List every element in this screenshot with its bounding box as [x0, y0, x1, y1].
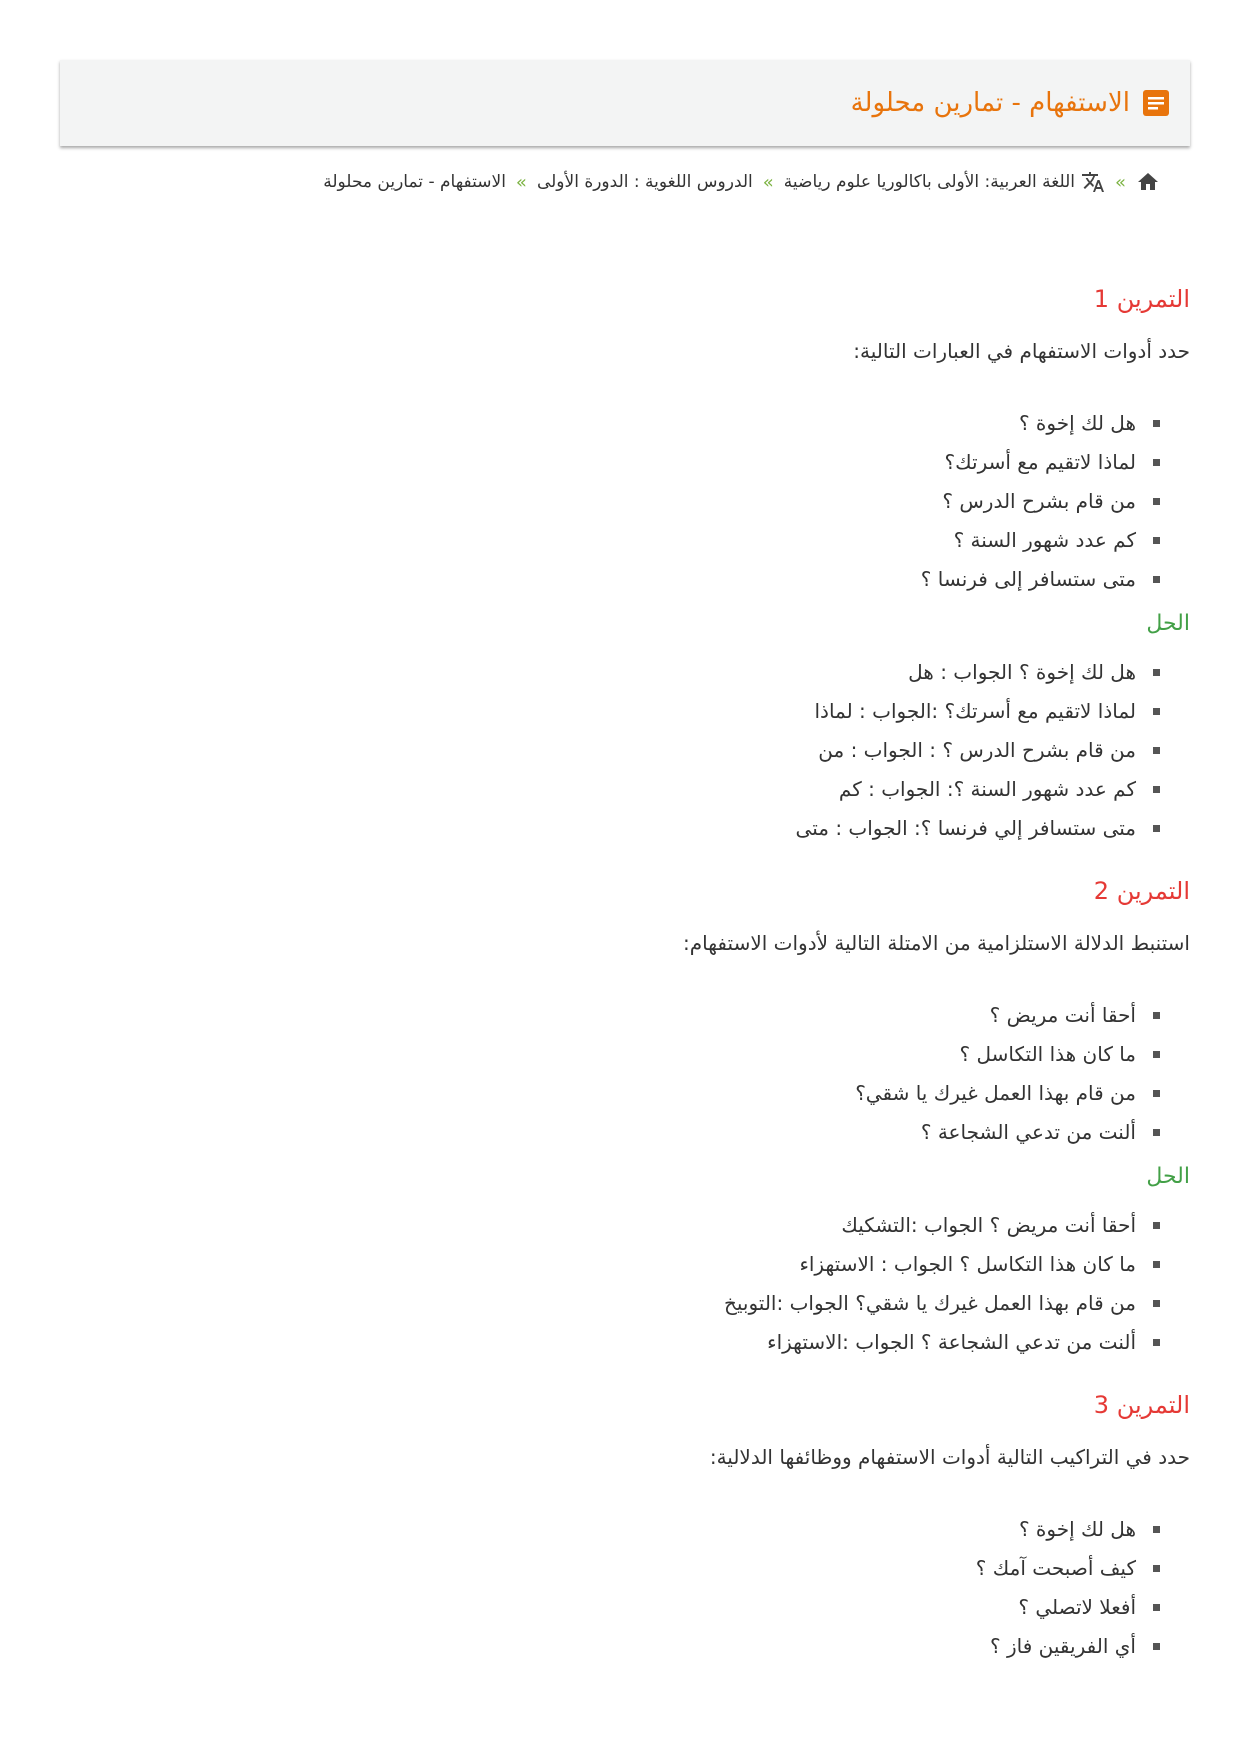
breadcrumb-item-subject[interactable]: اللغة العربية: الأولى باكالوريا علوم رياضية — [783, 172, 1075, 192]
exercise-title: التمرين 3 — [1093, 1391, 1190, 1419]
list-item: لماذا لاتقيم مع أسرتك؟ :الجواب : لماذا — [60, 692, 1160, 731]
solution-title: الحل — [1146, 1164, 1190, 1189]
question-list — [60, 404, 1190, 599]
list-item: ألنت من تدعي الشجاعة ؟ الجواب :الاستهزاء — [60, 1323, 1160, 1362]
list-item: كم عدد شهور السنة ؟: الجواب : كم — [60, 770, 1160, 809]
list-item: أفعلا لاتصلي ؟ — [60, 1588, 1160, 1627]
list-item: ألنت من تدعي الشجاعة ؟ — [60, 1113, 1160, 1152]
solution-list — [60, 1206, 1190, 1362]
list-item: أحقا أنت مريض ؟ — [60, 996, 1160, 1035]
list-item: من قام بهذا العمل غيرك يا شقي؟ الجواب :التوبيخ — [60, 1284, 1160, 1323]
question-list — [60, 996, 1190, 1152]
title-bar — [60, 60, 1190, 146]
breadcrumb-separator: » — [762, 171, 774, 193]
exercise-title: التمرين 1 — [1093, 285, 1190, 313]
question-list — [60, 1510, 1190, 1666]
list-item: أحقا أنت مريض ؟ الجواب :التشكيك — [60, 1206, 1160, 1245]
exercise-instruction: استنبط الدلالة الاستلزامية من الامتلة التالية لأدوات الاستفهام: — [682, 931, 1190, 955]
breadcrumb-separator: » — [515, 171, 527, 193]
page-title: الاستفهام - تمارين محلولة — [850, 88, 1130, 118]
list-item: أي الفريقين فاز ؟ — [60, 1627, 1160, 1666]
list-item: متى ستسافر إلى فرنسا ؟ — [60, 560, 1160, 599]
list-item: لماذا لاتقيم مع أسرتك؟ — [60, 443, 1160, 482]
list-item: كم عدد شهور السنة ؟ — [60, 521, 1160, 560]
solution-title: الحل — [1146, 611, 1190, 636]
list-item: كيف أصبحت آمك ؟ — [60, 1549, 1160, 1588]
list-item: من قام بهذا العمل غيرك يا شقي؟ — [60, 1074, 1160, 1113]
list-item: هل لك إخوة ؟ — [60, 1510, 1160, 1549]
list-item: من قام بشرح الدرس ؟ — [60, 482, 1160, 521]
exercise-2 — [60, 876, 1190, 1362]
list-item: من قام بشرح الدرس ؟ : الجواب : من — [60, 731, 1160, 770]
translate-icon — [1081, 170, 1105, 194]
exercise-1 — [60, 284, 1190, 848]
breadcrumb-item-current: الاستفهام - تمارين محلولة — [323, 172, 506, 192]
exercise-title: التمرين 2 — [1093, 877, 1190, 905]
solution-list — [60, 653, 1190, 848]
exercise-instruction: حدد في التراكيب التالية أدوات الاستفهام ووظائفها الدلالية: — [709, 1445, 1190, 1469]
list-item: هل لك إخوة ؟ الجواب : هل — [60, 653, 1160, 692]
exercise-instruction: حدد أدوات الاستفهام في العبارات التالية: — [853, 339, 1190, 363]
breadcrumb-separator: » — [1114, 171, 1126, 193]
list-item: ما كان هذا التكاسل ؟ الجواب : الاستهزاء — [60, 1245, 1160, 1284]
document-icon — [1142, 89, 1170, 117]
breadcrumb — [60, 170, 1160, 194]
home-icon[interactable] — [1136, 170, 1160, 194]
page — [60, 60, 1190, 1694]
list-item: هل لك إخوة ؟ — [60, 404, 1160, 443]
list-item: ما كان هذا التكاسل ؟ — [60, 1035, 1160, 1074]
content — [60, 284, 1190, 1666]
breadcrumb-item-section[interactable]: الدروس اللغوية : الدورة الأولى — [536, 172, 753, 192]
list-item: متى ستسافر إلي فرنسا ؟: الجواب : متى — [60, 809, 1160, 848]
exercise-3 — [60, 1390, 1190, 1666]
